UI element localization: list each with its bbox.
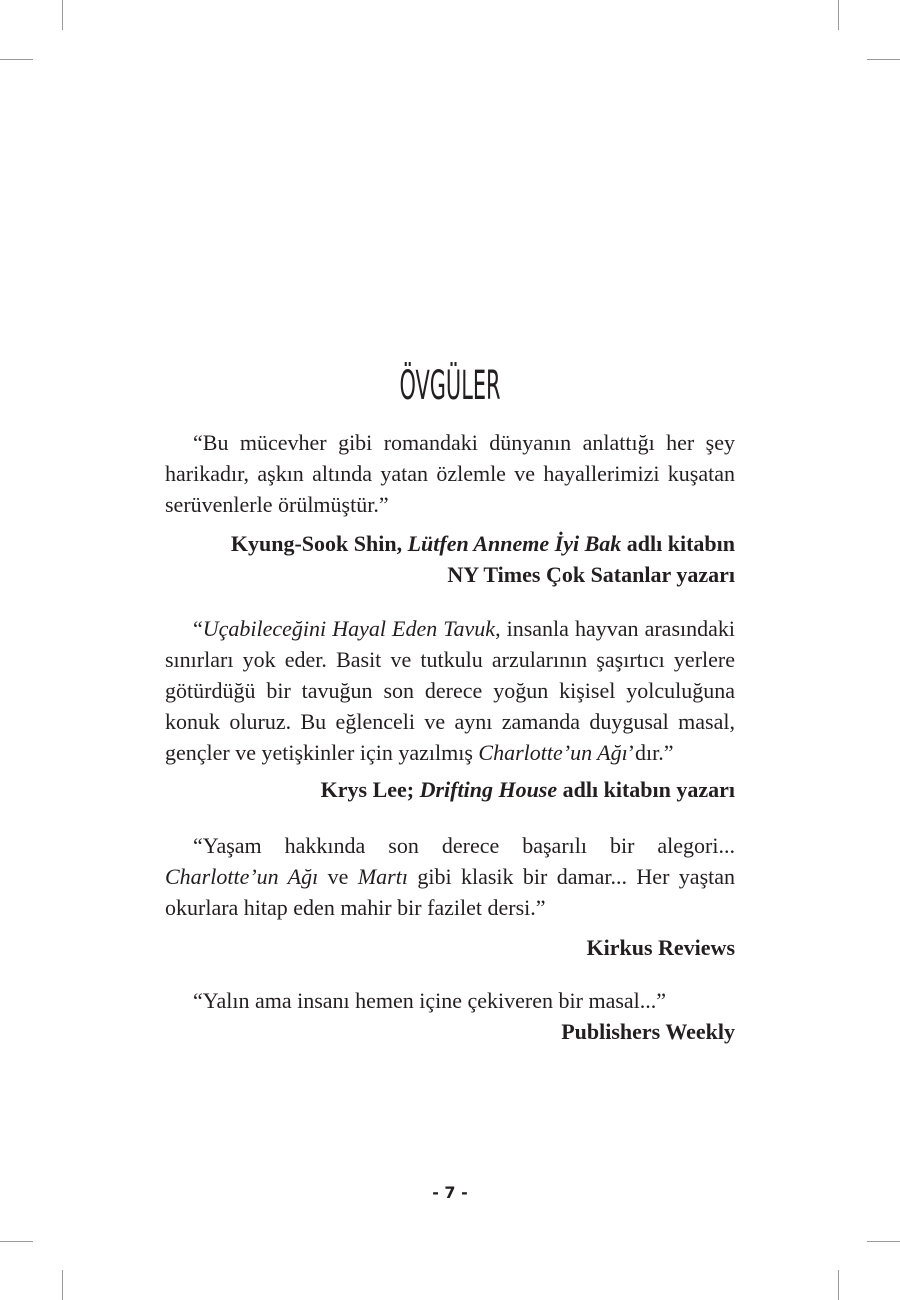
quote-book-title: Uçabileceğini Hayal Eden Tavuk	[202, 616, 496, 641]
attribution-suffix: adlı kitabın yazarı	[557, 777, 735, 802]
quote-book-title: Martı	[357, 864, 408, 889]
crop-mark	[0, 59, 33, 60]
review-attribution: Kirkus Reviews	[586, 935, 735, 960]
attribution-author: Kyung-Sook Shin,	[230, 531, 408, 556]
attribution-suffix: adlı kitabın	[621, 531, 735, 556]
page-number: - 7 -	[432, 1183, 468, 1202]
quote-text: “Yaşam hakkında son derece başarılı bir alegori...	[193, 833, 735, 858]
crop-mark	[0, 1241, 33, 1242]
review-3	[165, 830, 735, 963]
quote-text: , insanla hayvan arasındaki sınırları yok eder. Basit ve tutkulu arzularının şaşırtıcı yerlere götürdüğü bir tavuğun son derece yoğun kişisel yolculuğuna konuk oluruz. Bu eğlenceli ve aynı zamanda duygusal masal, gençler ve yetişkinler için yazılmış	[165, 616, 735, 765]
attribution-author: Krys Lee;	[320, 777, 420, 802]
crop-mark	[867, 1241, 900, 1242]
attribution-book-title: Lütfen Anneme İyi Bak	[407, 531, 622, 556]
review-1	[165, 427, 735, 590]
review-4	[165, 985, 735, 1047]
crop-mark	[62, 1270, 63, 1300]
quote-text: ’dır.”	[627, 740, 674, 765]
crop-mark	[838, 0, 839, 30]
review-quote	[165, 613, 735, 768]
review-quote	[165, 830, 735, 923]
crop-mark	[838, 1270, 839, 1300]
quote-book-title: Charlotte’un Ağı	[478, 740, 628, 765]
quote-text: gibi klasik bir damar... Her yaştan okurlara hitap eden mahir bir fazilet dersi.”	[165, 864, 736, 920]
review-attribution-line2: NY Times Çok Satanlar yazarı	[447, 562, 735, 587]
review-attribution	[165, 528, 735, 559]
review-quote: “Bu mücevher gibi romandaki dünyanın anlattığı her şey harikadır, aşkın altında yatan özlemle ve hayallerimizi kuşatan serüvenlerle örülmüştür.”	[165, 430, 735, 517]
review-quote: “Yalın ama insanı hemen içine çekiveren bir masal...”	[193, 988, 667, 1013]
review-2	[165, 613, 735, 805]
quote-book-title: Charlotte’un Ağı	[165, 864, 319, 889]
review-attribution: Publishers Weekly	[561, 1019, 735, 1044]
page-title: ÖVGÜLER	[399, 362, 501, 409]
crop-mark	[62, 0, 63, 30]
quote-mark: “	[193, 616, 203, 641]
crop-mark	[867, 59, 900, 60]
quote-text: ve	[318, 864, 358, 889]
attribution-book-title: Drifting House	[419, 777, 558, 802]
review-attribution	[165, 774, 735, 805]
